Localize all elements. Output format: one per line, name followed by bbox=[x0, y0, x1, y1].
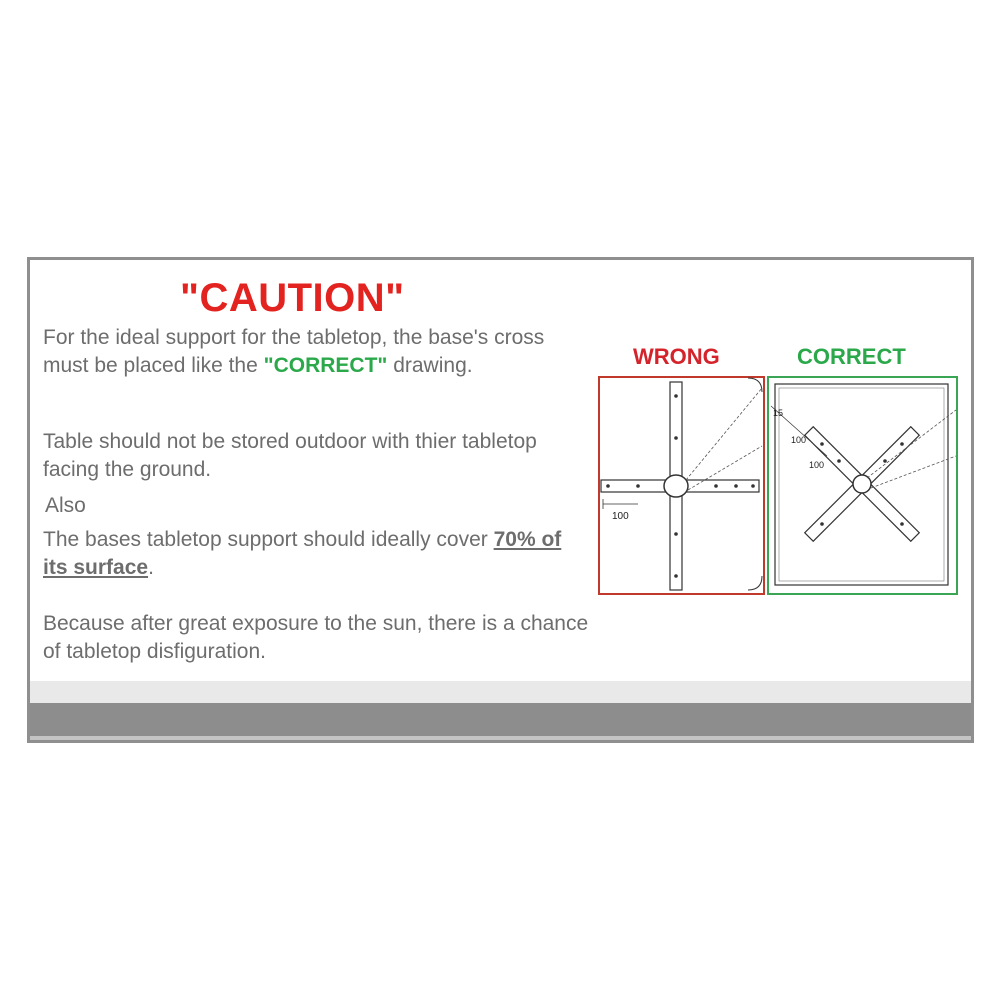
instruction-text: For the ideal support for the tabletop, the base's cross must be placed like the bbox=[43, 326, 545, 377]
wrong-bolt bbox=[606, 484, 610, 488]
wrong-dimension-label: 100 bbox=[612, 511, 629, 522]
wrong-center-hub bbox=[664, 475, 688, 497]
correct-dimension-label-a: 100 bbox=[791, 435, 807, 445]
correct-label: CORRECT bbox=[797, 344, 906, 369]
wrong-bolt bbox=[674, 436, 678, 440]
instruction-text-end: drawing. bbox=[387, 354, 473, 377]
correct-bolt bbox=[820, 442, 824, 446]
wrong-bolt bbox=[674, 574, 678, 578]
correct-bolt bbox=[900, 442, 904, 446]
also-label: Also bbox=[45, 494, 86, 517]
correct-bolt bbox=[883, 459, 887, 463]
correct-center-hub bbox=[853, 475, 871, 493]
wrong-diagram bbox=[598, 376, 765, 595]
correct-bolt bbox=[900, 522, 904, 526]
coverage-paragraph bbox=[43, 526, 583, 582]
wrong-bolt bbox=[674, 394, 678, 398]
coverage-text-end: . bbox=[148, 556, 154, 579]
wrong-bolt bbox=[674, 532, 678, 536]
wrong-bolt bbox=[751, 484, 755, 488]
footer-band-dark bbox=[30, 703, 971, 736]
wrong-bolt bbox=[636, 484, 640, 488]
caution-title: "CAUTION" bbox=[180, 276, 405, 320]
footer-band-edge bbox=[30, 736, 971, 743]
correct-dimension-label-c: 15 bbox=[773, 408, 784, 418]
coverage-emphasis: 70% of its surface bbox=[43, 528, 562, 579]
correct-bolt bbox=[820, 522, 824, 526]
correct-diagram bbox=[767, 376, 958, 595]
correct-bolt bbox=[837, 459, 841, 463]
instruction-paragraph bbox=[43, 324, 583, 380]
wrong-label: WRONG bbox=[633, 344, 720, 369]
coverage-text: The bases tabletop support should ideally cover bbox=[43, 528, 494, 551]
sun-exposure-paragraph: Because after great exposure to the sun, there is a chance of tabletop disfiguration. bbox=[43, 612, 589, 663]
wrong-bolt bbox=[714, 484, 718, 488]
caution-card bbox=[27, 257, 974, 743]
correct-dimension-label-b: 100 bbox=[809, 460, 825, 470]
footer-band-light bbox=[30, 681, 971, 703]
storage-paragraph: Table should not be stored outdoor with thier tabletop facing the ground. bbox=[43, 430, 537, 481]
correct-highlight: "CORRECT" bbox=[263, 354, 388, 377]
wrong-bolt bbox=[734, 484, 738, 488]
